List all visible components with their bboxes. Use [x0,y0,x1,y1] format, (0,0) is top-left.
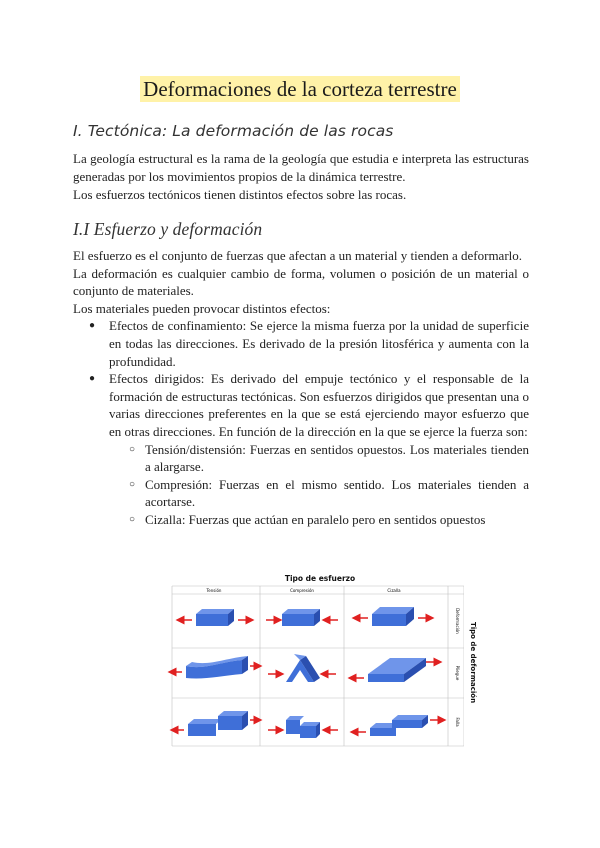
paragraph: Los materiales pueden provocar distintos efectos: [73,300,331,316]
sublist-item [109,511,529,529]
list-item-text: Efectos dirigidos: Es derivado del empuje tectónico y el responsable de la formación de estructuras tectónicas. Son esfuerzos dirigidos que presentan una o varias direcciones preferentes en la que se está ejerciendo mayor esfuerzo que en otras direcciones. En función de la dirección en la que se ejerce la fuerza son: [109,371,529,439]
paragraph: La geología estructural es la rama de la geología que estudia e interpreta las estructuras generadas por los movimientos propios de la dinámica terrestre. [73,151,529,184]
row-label-deformation: Deformación [455,608,460,634]
sublist-item [109,441,529,476]
sublist-item-text: Tensión/distensión: Fuerzas en sentidos opuestos. Los materiales tienden a alargarse. [145,441,529,475]
paragraph: La deformación es cualquier cambio de forma, volumen o posición de un material o conjunto de materiales. [73,265,529,299]
figure-side-title: Tipo de deformación [469,622,477,704]
list-item [73,370,529,528]
cell-compression-fault [268,716,338,738]
list-item-text: Efectos de confinamiento: Se ejerce la misma fuerza por la unidad de superficie en todas las direcciones. Es derivado de la presión litosférica y aumenta con la profundidad. [109,318,529,369]
column-label-tension: Tensión [206,588,222,593]
bullet-icon: ● [89,373,96,385]
sublist-item-text: Cizalla: Fuerzas que actúan en paralelo pero en sentidos opuestos [145,511,486,527]
cell-tension-deformation [180,609,250,626]
column-label-shear: Cizalla [387,588,401,593]
section-2-body [73,247,529,529]
hollow-bullet-icon: ○ [129,443,136,455]
title-container [0,76,600,102]
cell-shear-deformation [356,607,430,626]
list-item [73,317,529,370]
sublist-item-text: Compresión: Fuerzas en el mismo sentido. Los materiales tienden a acortarse. [145,476,529,510]
figure-title: Tipo de esfuerzo [284,574,356,583]
paragraph: Los esfuerzos tectónicos tienen distintos efectos sobre las rocas. [73,187,407,202]
directed-effects-sublist [109,441,529,529]
cell-compression-deformation [266,609,338,626]
cell-compression-fold [268,654,336,682]
hollow-bullet-icon: ○ [129,513,136,525]
bullet-icon: ● [89,320,96,332]
cell-shear-fold [352,658,438,682]
section-2-heading: I.I Esfuerzo y deformación [73,219,263,239]
cell-shear-fault [354,715,442,736]
row-label-fold: Pliegue [455,665,460,681]
cell-tension-fold [172,656,258,679]
section-1-body [73,150,529,204]
section-1-heading: I. Tectónica: La deformación de las rocas [73,122,394,140]
sublist-item [109,476,529,511]
effects-list [73,317,529,528]
stress-deformation-figure [164,574,476,748]
paragraph: El esfuerzo es el conjunto de fuerzas que afectan a un material y tienden a deformarlo. [73,248,523,263]
document-title: Deformaciones de la corteza terrestre [140,76,460,102]
column-label-compression: Compresión [290,588,314,593]
cell-tension-fault [174,711,258,736]
row-label-fault: Falla [455,717,460,727]
hollow-bullet-icon: ○ [129,478,136,490]
stress-grid-diagram [164,574,464,748]
